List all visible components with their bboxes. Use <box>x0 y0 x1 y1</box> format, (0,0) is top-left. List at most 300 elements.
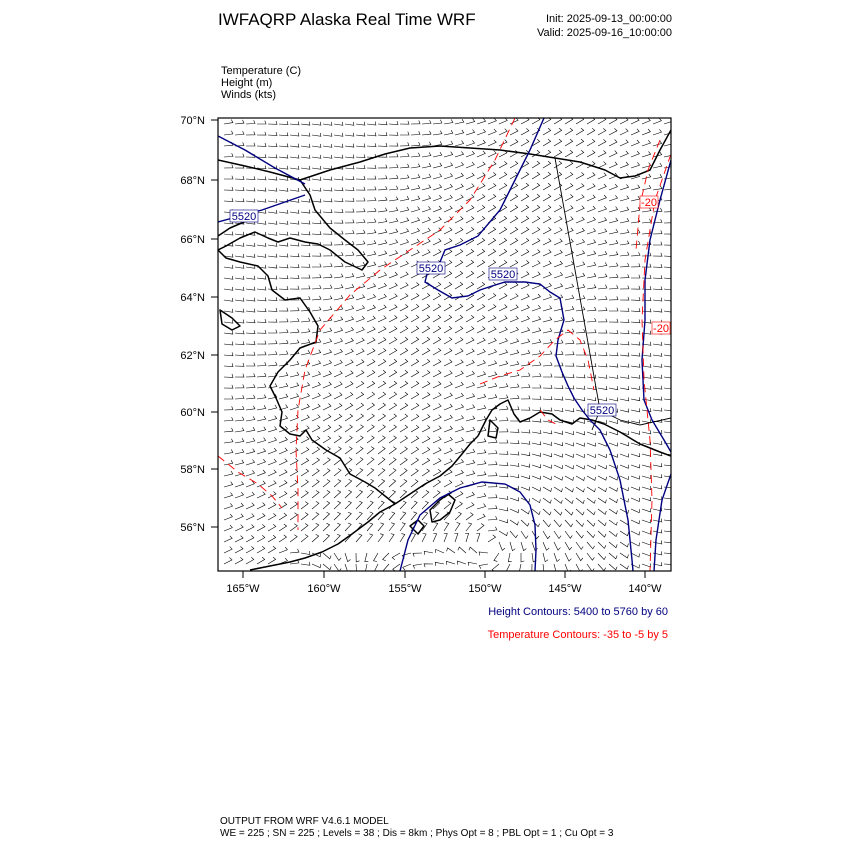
wind-barb <box>367 143 376 146</box>
wind-barb <box>510 429 519 432</box>
wind-barb <box>653 386 662 389</box>
wind-barb <box>290 491 298 498</box>
wind-barb <box>609 162 617 168</box>
wind-barb <box>257 330 266 333</box>
wind-barb <box>224 363 233 366</box>
wind-barb <box>246 546 254 553</box>
wind-barb <box>257 287 266 290</box>
wind-barb <box>323 339 332 344</box>
wind-barb <box>653 275 662 278</box>
wind-barb <box>598 229 607 234</box>
wind-barb <box>554 239 562 245</box>
height-label: 5520 <box>231 211 257 223</box>
wind-barb <box>224 352 233 355</box>
wind-barb <box>367 230 376 234</box>
wind-barb <box>466 460 475 465</box>
wind-barb <box>235 298 244 301</box>
wind-barb <box>565 397 574 401</box>
wind-barb <box>433 370 441 377</box>
wind-barb <box>290 404 299 410</box>
wind-barb <box>323 480 330 488</box>
wind-barb <box>620 140 628 146</box>
wind-barb <box>466 184 474 190</box>
wind-barb <box>620 151 628 157</box>
wind-barb <box>653 485 662 489</box>
wind-barb <box>290 166 299 169</box>
wind-barb <box>631 375 640 378</box>
wind-barb <box>631 509 640 513</box>
wind-barb <box>458 547 466 553</box>
wind-barb <box>664 463 673 466</box>
wind-barb <box>642 320 651 324</box>
wind-barb <box>378 381 386 388</box>
wind-barb <box>279 459 287 465</box>
wind-barb <box>455 227 463 234</box>
wind-barb <box>290 232 299 235</box>
wind-barb <box>444 282 452 289</box>
wind-barb <box>499 172 507 179</box>
wind-barb <box>576 239 585 245</box>
wind-barb <box>466 427 475 432</box>
wind-barb <box>235 449 244 454</box>
wind-barb <box>488 516 497 520</box>
wind-barb <box>433 448 441 455</box>
wind-barb <box>598 319 607 322</box>
wind-barb <box>345 371 353 377</box>
wind-barb <box>455 337 463 344</box>
wind-barb <box>543 396 552 399</box>
wind-barb <box>532 407 541 410</box>
wind-barb <box>389 523 395 531</box>
wind-barb <box>499 395 508 399</box>
wind-barb <box>433 249 441 256</box>
wind-barb <box>598 151 606 158</box>
wind-barb <box>664 561 673 564</box>
wind-barb <box>323 242 332 245</box>
wind-barb <box>301 562 310 565</box>
wind-barb <box>532 509 540 515</box>
wind-barb <box>499 406 508 410</box>
wind-barb <box>477 293 485 300</box>
wind-barb <box>576 172 584 179</box>
wind-barb <box>466 315 474 322</box>
wind-barb <box>301 253 310 256</box>
wind-barb <box>345 155 354 158</box>
wind-barb <box>499 429 508 433</box>
wind-barb <box>301 447 309 454</box>
wind-barb <box>290 307 299 311</box>
wind-barb <box>598 465 607 469</box>
wind-barb <box>598 476 607 480</box>
wind-barb <box>235 352 244 355</box>
wind-barb <box>367 251 376 256</box>
model-config: WE = 225 ; SN = 225 ; Levels = 38 ; Dis = 8km ; Phys Opt = 8 ; PBL Opt = 1 ; Cu Opt = 3 <box>220 828 614 839</box>
wind-barb <box>389 218 398 223</box>
wind-barb <box>433 217 441 223</box>
wind-barb <box>521 327 530 333</box>
wind-barb <box>389 283 397 289</box>
wind-barb <box>510 249 518 256</box>
wind-barb <box>422 217 430 223</box>
wind-barb <box>466 271 474 278</box>
wind-barb <box>367 381 375 388</box>
wind-barb <box>411 326 419 333</box>
wind-barb <box>543 216 551 223</box>
wind-barb <box>488 238 496 245</box>
wind-barb <box>301 286 310 290</box>
wind-barb <box>323 458 330 465</box>
wind-barb <box>356 349 364 355</box>
wind-barb <box>400 175 409 179</box>
wind-barb <box>587 443 596 447</box>
wind-barb <box>323 512 330 520</box>
wind-barb <box>620 364 629 368</box>
wind-barb <box>565 498 573 504</box>
wind-barb <box>576 307 585 311</box>
wind-barb <box>257 513 265 520</box>
wind-barb <box>543 442 552 446</box>
wind-barb <box>334 220 343 223</box>
wind-barb <box>631 464 640 468</box>
wind-barb <box>411 185 420 190</box>
wind-barb <box>279 340 288 344</box>
wind-barb <box>587 139 595 146</box>
wind-barb <box>389 315 397 322</box>
wind-barb <box>279 524 287 531</box>
wind-barb <box>631 520 640 524</box>
wind-barb <box>433 382 441 389</box>
wind-barb <box>521 128 529 135</box>
wind-barb <box>367 165 376 168</box>
wind-barb <box>246 384 255 388</box>
wind-barb <box>334 295 343 300</box>
wind-barb <box>389 240 398 245</box>
wind-barb <box>312 382 320 388</box>
wind-barb <box>378 359 386 366</box>
wind-barb <box>323 436 331 443</box>
wind-barb <box>510 238 518 245</box>
wind-barb <box>378 348 386 355</box>
wind-barb <box>433 534 437 543</box>
wind-barb <box>598 498 606 503</box>
wind-barb <box>246 395 255 399</box>
wind-barb <box>323 393 331 399</box>
wind-barb <box>455 393 463 399</box>
wind-barb <box>532 351 541 356</box>
wind-barb <box>587 251 596 256</box>
wind-barb <box>433 163 442 168</box>
wind-barb <box>510 294 518 300</box>
wind-barb <box>279 480 287 487</box>
wind-barb <box>565 172 573 179</box>
wind-barb <box>422 120 431 124</box>
wind-barb <box>235 254 244 257</box>
wind-barb <box>576 542 583 549</box>
wind-barb <box>543 431 552 434</box>
wind-barb <box>653 353 662 356</box>
wind-barb <box>477 216 485 223</box>
wind-barb <box>620 564 628 569</box>
wind-barb <box>532 172 540 179</box>
wind-barb <box>436 549 445 553</box>
wind-barb <box>301 296 310 300</box>
wind-barb <box>257 427 266 432</box>
wind-barb <box>268 188 277 191</box>
wind-barb <box>224 417 233 421</box>
wind-barb <box>312 177 321 181</box>
wind-barb <box>576 273 585 278</box>
wind-barb <box>532 464 541 468</box>
wind-barb <box>224 320 233 323</box>
wind-barb <box>510 384 519 388</box>
wind-barb <box>268 330 277 333</box>
wind-barb <box>389 348 397 355</box>
wind-barb <box>653 364 662 367</box>
wind-barb <box>598 217 607 223</box>
wind-barb <box>609 542 617 548</box>
wind-barb <box>334 338 343 344</box>
wind-barb <box>532 183 540 190</box>
wind-barb <box>334 284 343 289</box>
wind-barb <box>543 351 552 355</box>
wind-barb <box>323 425 331 432</box>
wind-barb <box>609 229 618 234</box>
wind-barb <box>455 426 464 432</box>
wind-barb <box>444 315 452 322</box>
wind-barb <box>664 540 673 543</box>
wind-barb <box>444 459 452 465</box>
wind-barb <box>466 140 475 146</box>
wind-barb <box>323 155 332 158</box>
wind-barb <box>543 453 552 457</box>
wind-barb <box>411 174 420 179</box>
wind-barb <box>631 408 640 412</box>
wind-barb <box>510 205 518 212</box>
wind-barb <box>620 184 629 190</box>
wind-barb <box>301 166 310 169</box>
wind-barb <box>400 121 409 124</box>
wind-barb <box>620 218 629 223</box>
wind-barb <box>367 490 374 498</box>
wind-barb <box>389 479 396 487</box>
wind-barb <box>290 524 297 531</box>
wind-barb <box>521 205 529 212</box>
wind-barb <box>389 164 398 168</box>
wind-barb <box>268 308 277 311</box>
wind-barb <box>576 217 584 223</box>
wind-barb <box>413 553 422 557</box>
wind-barb <box>543 227 551 234</box>
wind-barb <box>257 341 266 344</box>
wind-barb <box>598 330 607 333</box>
wind-barb <box>609 128 617 135</box>
wind-barb <box>400 414 408 421</box>
wind-barb <box>587 307 596 311</box>
wind-barb <box>455 502 462 509</box>
wind-barb <box>499 531 508 536</box>
wind-barb <box>411 217 420 223</box>
wind-barb <box>455 141 464 146</box>
wind-barb <box>323 534 330 542</box>
wind-barb <box>334 177 343 181</box>
wind-barb <box>378 337 386 344</box>
wind-barb <box>268 492 276 499</box>
wind-barb <box>224 482 233 487</box>
wind-barb <box>433 415 441 421</box>
lat-label: 68°N <box>180 175 205 187</box>
height-label: 5520 <box>490 269 516 281</box>
wind-barb <box>400 458 407 465</box>
wind-barb <box>664 264 673 267</box>
wind-barb <box>268 199 277 202</box>
wind-barb <box>334 274 343 278</box>
wind-barb <box>587 217 595 223</box>
wind-barb <box>356 230 365 234</box>
wind-barb <box>345 122 354 125</box>
wind-barb <box>477 140 485 146</box>
wind-barb <box>576 443 585 447</box>
wind-barb <box>224 547 232 553</box>
wind-barb <box>235 341 244 344</box>
wind-barb <box>488 118 496 124</box>
wind-barb <box>224 165 233 169</box>
lon-label: 160°W <box>307 583 341 595</box>
wind-barb <box>268 416 277 421</box>
wind-barb <box>444 415 452 421</box>
wind-barb <box>422 534 426 543</box>
wind-barb <box>279 232 288 235</box>
wind-barb <box>389 337 397 344</box>
wind-barb <box>301 144 310 148</box>
wind-barb <box>400 501 406 509</box>
wind-barb <box>642 219 651 223</box>
wind-barb <box>389 512 395 520</box>
wind-barb <box>620 397 629 401</box>
wind-barb <box>268 143 277 146</box>
wind-barb <box>411 315 419 322</box>
wind-barb <box>224 276 233 279</box>
wind-barb <box>543 498 551 503</box>
wind-barb <box>400 132 409 135</box>
wind-barb <box>532 328 541 333</box>
wind-barb <box>499 462 508 465</box>
wind-barb <box>466 151 474 157</box>
wind-barb <box>598 184 606 190</box>
wind-barb <box>521 305 529 311</box>
wind-barb <box>598 307 607 311</box>
wind-barb <box>543 374 552 377</box>
wind-barb <box>620 252 629 256</box>
wind-barb <box>587 195 595 201</box>
wind-barb <box>499 361 508 366</box>
wind-barb <box>466 119 475 124</box>
wind-barb <box>510 327 518 333</box>
wind-barb <box>469 547 477 553</box>
lon-label: 150°W <box>468 583 502 595</box>
wind-barb <box>246 525 254 532</box>
wind-barb <box>389 197 398 201</box>
wind-barb <box>224 187 233 190</box>
wind-barb <box>444 152 453 157</box>
wind-barb <box>609 296 618 300</box>
wind-barb <box>422 206 431 212</box>
wind-barb <box>422 403 430 410</box>
wind-barb <box>510 395 519 399</box>
wind-barb <box>224 536 232 542</box>
wind-barb <box>356 501 362 509</box>
wind-barb <box>411 337 419 344</box>
wind-barb <box>532 316 541 322</box>
wind-barb <box>532 396 541 399</box>
wind-barb <box>499 507 508 511</box>
wind-barb <box>246 449 255 454</box>
wind-barb <box>235 492 244 498</box>
wind-barb <box>455 119 464 124</box>
wind-barb <box>268 254 277 257</box>
wind-barb <box>543 385 552 388</box>
wind-barb <box>411 348 419 355</box>
wind-barb <box>246 470 255 476</box>
wind-barb <box>576 195 584 201</box>
wind-barb <box>312 264 321 267</box>
wind-barb <box>290 286 299 289</box>
wind-barb <box>554 553 560 562</box>
wind-barb <box>587 150 595 157</box>
wind-barb <box>367 392 375 399</box>
wind-barb <box>554 250 562 256</box>
lon-label: 145°W <box>548 583 582 595</box>
wind-barb <box>554 261 562 267</box>
wind-barb <box>323 188 332 191</box>
wind-barb <box>477 439 486 444</box>
wind-barb <box>413 564 422 569</box>
wind-barb <box>235 417 244 421</box>
wind-barb <box>235 428 244 432</box>
wind-barb <box>411 196 420 201</box>
wind-barb <box>609 184 617 190</box>
wind-barb <box>455 415 464 421</box>
wind-barb <box>389 261 398 267</box>
wind-barb <box>521 509 529 514</box>
wind-barb <box>488 505 497 509</box>
wind-barb <box>389 186 398 190</box>
wind-barb <box>345 306 354 311</box>
wind-barb <box>411 447 419 454</box>
wind-barb <box>374 553 379 562</box>
wind-barb <box>345 198 354 201</box>
wind-barb <box>334 490 341 498</box>
wind-barb <box>609 352 618 355</box>
wind-barb <box>642 564 651 568</box>
lat-label: 60°N <box>180 407 205 419</box>
wind-barb <box>224 176 233 179</box>
wind-barb <box>433 437 441 443</box>
wind-barb <box>532 205 540 212</box>
wind-barb <box>587 542 595 549</box>
wind-barb <box>389 250 398 256</box>
wind-barb <box>356 564 360 573</box>
wind-barb <box>653 441 662 445</box>
wind-barb <box>345 220 354 224</box>
wind-barb <box>532 385 541 388</box>
wind-barb <box>543 465 552 469</box>
wind-barb <box>290 448 298 454</box>
wind-barb <box>422 414 430 421</box>
wind-barb <box>257 384 266 388</box>
wind-barb <box>499 118 507 124</box>
wind-barb <box>378 316 386 322</box>
wind-barb <box>565 476 574 480</box>
